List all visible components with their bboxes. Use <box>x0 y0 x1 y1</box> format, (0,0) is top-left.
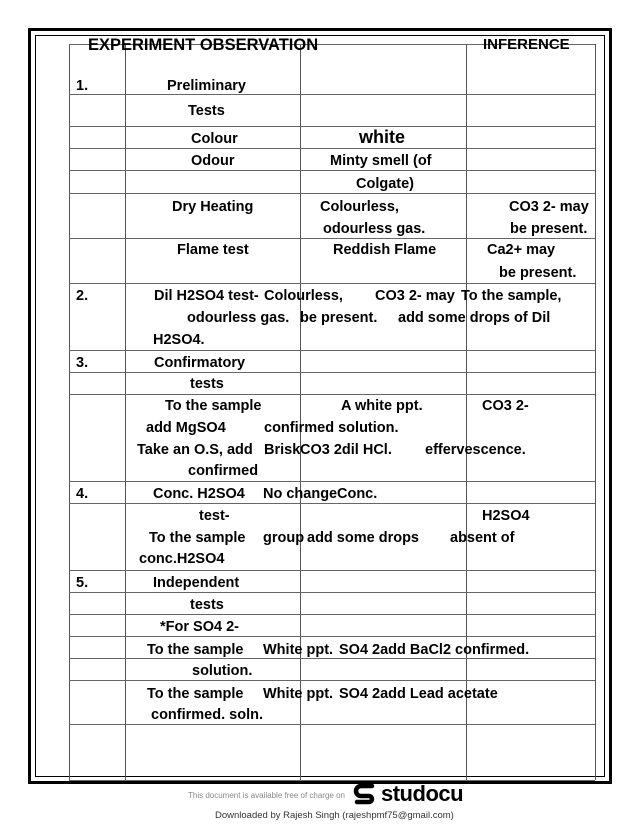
cell-text-dry-heating: Dry Heating <box>172 199 254 215</box>
cell-text-h2so4-b: H2SO4 <box>482 508 530 524</box>
table-hline <box>69 636 595 637</box>
cell-text-add-mgso4: add MgSO4 <box>146 420 226 436</box>
cell-text-h2so4: H2SO4. <box>153 332 205 348</box>
cell-text-add-some-drops-1: add some drops of Dil <box>398 310 551 326</box>
cell-text-colourless-1: Colourless, <box>320 199 399 215</box>
cell-text-add-some-drops-2: add some drops <box>307 530 419 546</box>
table-hline <box>69 283 595 284</box>
cell-text-minty-a: Minty smell (of <box>330 153 432 169</box>
footer-downloaded-by: Downloaded by Rajesh Singh (rajeshpmf75@gmail.com) <box>215 810 454 821</box>
cell-text-to-the-sample-5: To the sample <box>147 686 244 702</box>
table-hline <box>69 394 595 395</box>
cell-text-odourless-gas-2: odourless gas. <box>187 310 290 326</box>
table-vline-5 <box>595 44 596 780</box>
cell-text-ca2-may: Ca2+ may <box>487 242 556 258</box>
cell-text-conc: Conc. <box>337 486 378 502</box>
cell-text-tests-2: tests <box>190 376 224 392</box>
cell-text-to-the-sample-2: To the sample <box>165 398 262 414</box>
cell-text-co3-may-1: CO3 2- may <box>509 199 589 215</box>
cell-text-to-the-sample-1: To the sample, <box>461 288 562 304</box>
cell-text-confirmed-1: confirmed <box>188 463 259 479</box>
table-hline <box>69 680 595 681</box>
cell-text-so4-lead: SO4 2add Lead acetate <box>339 686 498 702</box>
table-hline <box>69 592 595 593</box>
cell-text-dil-h2so4: Dil H2SO4 test- <box>154 288 259 304</box>
cell-text-n3: 3. <box>76 355 89 371</box>
table-hline <box>69 724 595 725</box>
cell-text-be-present-2: be present. <box>499 265 577 281</box>
table-hline <box>69 372 595 373</box>
table-vline-3 <box>300 44 301 780</box>
studocu-logo <box>352 781 463 807</box>
cell-text-be-present-1: be present. <box>510 221 588 237</box>
cell-text-co3-may-2: CO3 2- may <box>375 288 455 304</box>
table-hline <box>69 148 595 149</box>
cell-text-prelim-a: Preliminary <box>167 78 246 94</box>
cell-text-n4: 4. <box>76 486 89 502</box>
cell-text-take-os: Take an O.S, add <box>137 442 253 458</box>
cell-text-reddish-flame: Reddish Flame <box>333 242 437 258</box>
cell-text-be-present-3: be present. <box>300 310 378 326</box>
cell-text-colourless-2: Colourless, <box>264 288 343 304</box>
cell-text-white-ppt-2: White ppt. <box>263 642 334 658</box>
table-hline <box>69 658 595 659</box>
cell-text-conc-h2so4-b: conc.H2SO4 <box>139 551 225 567</box>
cell-text-confirmatory: Confirmatory <box>154 355 246 371</box>
table-hline <box>69 570 595 571</box>
cell-text-brisk: Brisk <box>264 442 301 458</box>
cell-text-odourless-gas-1: odourless gas. <box>323 221 426 237</box>
table-hline <box>69 126 595 127</box>
studocu-brand-text: studocu <box>381 781 464 806</box>
table-hline <box>69 238 595 239</box>
cell-text-test: test- <box>199 508 230 524</box>
cell-text-n1: 1. <box>76 78 89 94</box>
cell-text-confirmed-solution: confirmed solution. <box>264 420 399 436</box>
cell-text-so4-bacl2: SO4 2add BaCl2 confirmed. <box>339 642 530 658</box>
table-hline <box>69 350 595 351</box>
cell-text-white-ppt-3: White ppt. <box>263 686 334 702</box>
cell-text-co3-2dil: CO3 2dil HCl. <box>300 442 392 458</box>
table-hline <box>69 614 595 615</box>
cell-text-co3-2: CO3 2- <box>482 398 529 414</box>
studocu-s-icon <box>352 781 378 807</box>
cell-text-solution: solution. <box>192 663 253 679</box>
cell-text-colour: Colour <box>191 131 238 147</box>
cell-text-white-ppt-1: A white ppt. <box>341 398 423 414</box>
cell-text-n5: 5. <box>76 575 89 591</box>
cell-text-to-the-sample-4: To the sample <box>147 642 244 658</box>
cell-text-group: group <box>263 530 305 546</box>
table-vline-1 <box>69 44 70 780</box>
cell-text-absent-of: absent of <box>450 530 515 546</box>
cell-text-flame-test: Flame test <box>177 242 249 258</box>
cell-text-confirmed-soln: confirmed. soln. <box>151 707 263 723</box>
table-vline-4 <box>466 44 467 780</box>
footer-availability-note: This document is available free of charge on <box>188 791 345 800</box>
header-inference: INFERENCE <box>483 36 570 53</box>
header-experiment-observation: EXPERIMENT OBSERVATION <box>88 36 319 54</box>
table-hline <box>69 780 595 781</box>
cell-text-tests-3: tests <box>190 597 224 613</box>
table-hline <box>69 503 595 504</box>
table-hline <box>69 193 595 194</box>
cell-text-conc-h2so4: Conc. H2SO4 <box>153 486 245 502</box>
cell-text-n2: 2. <box>76 288 89 304</box>
table-hline <box>69 94 595 95</box>
cell-text-white: white <box>359 127 406 147</box>
table-hline <box>69 481 595 482</box>
cell-text-odour: Odour <box>191 153 235 169</box>
cell-text-prelim-b: Tests <box>188 103 225 119</box>
table-vline-2 <box>125 44 126 780</box>
cell-text-independent: Independent <box>153 575 240 591</box>
cell-text-for-so4: *For SO4 2- <box>160 619 239 635</box>
cell-text-effervescence: effervescence. <box>425 442 526 458</box>
cell-text-to-the-sample-3: To the sample <box>149 530 246 546</box>
table-hline <box>69 170 595 171</box>
cell-text-no-change: No change <box>263 486 338 502</box>
cell-text-minty-b: Colgate) <box>356 176 414 192</box>
